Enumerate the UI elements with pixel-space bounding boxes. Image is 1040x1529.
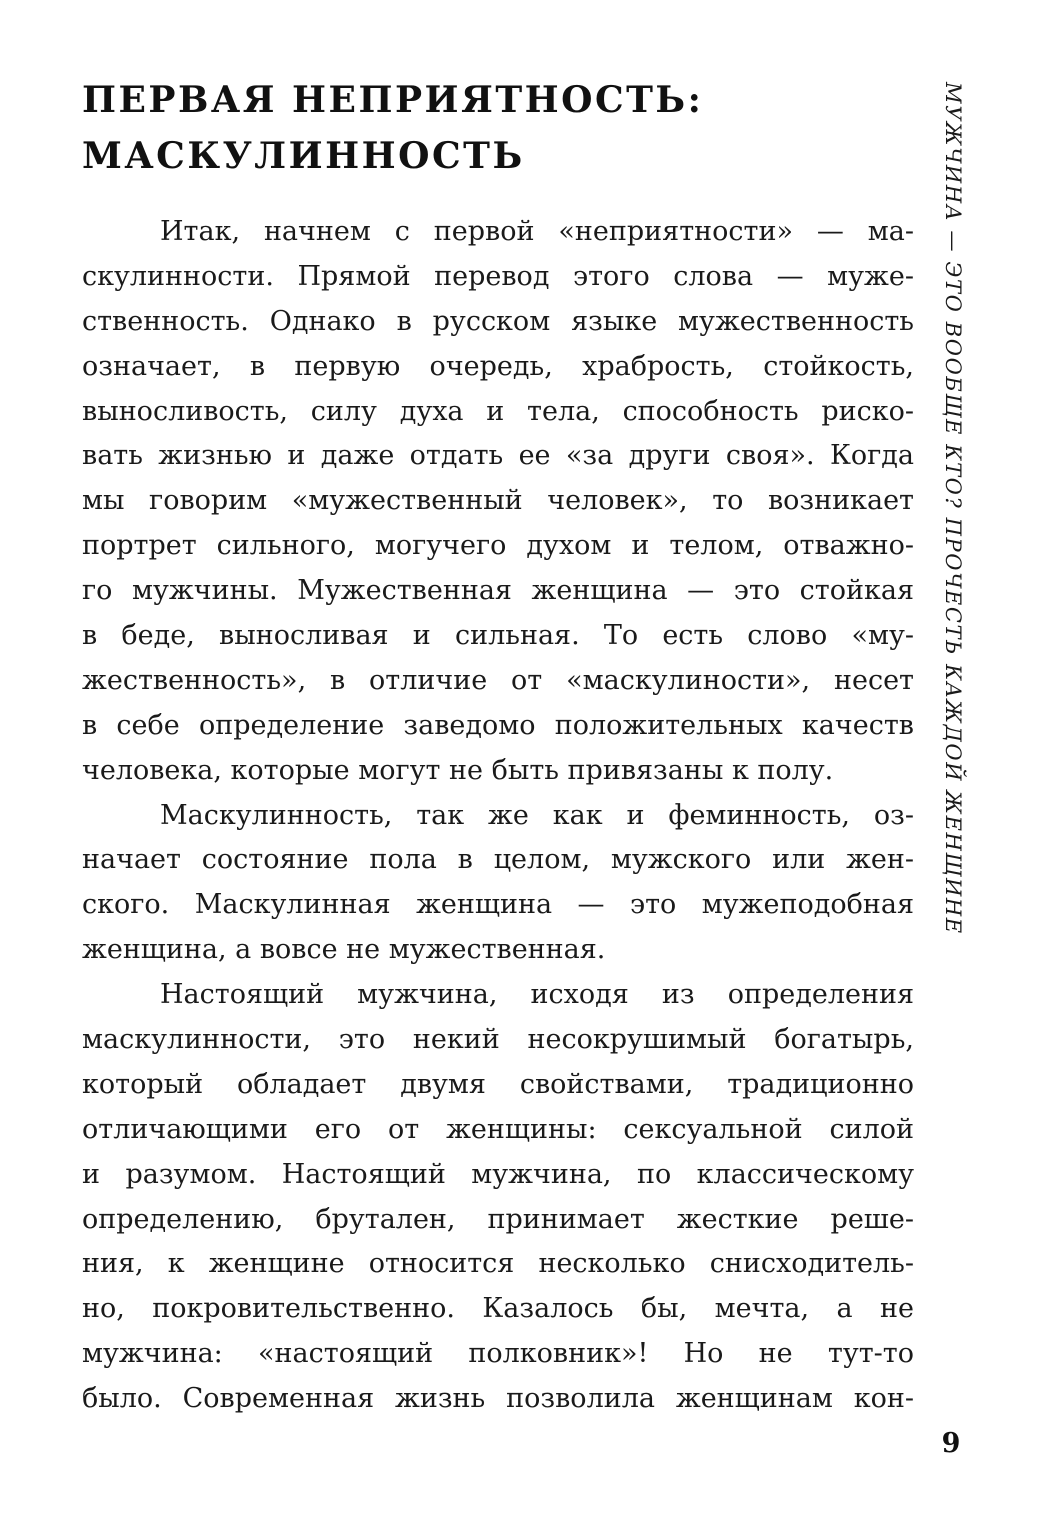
- text-line: в себе определение заведомо положительных качеств: [82, 709, 914, 741]
- page-number: 9: [941, 1428, 961, 1459]
- text-line: начает состояние пола в целом, мужского или жен-: [82, 844, 914, 876]
- text-line: ния, к женщине относится несколько снисходитель-: [82, 1248, 914, 1280]
- text-line: определению, брутален, принимает жесткие реше-: [82, 1203, 914, 1235]
- text-line: мужчина: «настоящий полковник»! Но не тут-то: [82, 1338, 914, 1370]
- text-line: го мужчины. Мужественная женщина — это стойкая: [82, 575, 914, 607]
- text-line: который обладает двумя свойствами, традиционно: [82, 1068, 914, 1100]
- text-line: портрет сильного, могучего духом и телом, отважно-: [82, 530, 914, 562]
- text-line: Итак, начнем с первой «неприятности» — ма-: [160, 216, 914, 247]
- running-head: МУЖЧИНА — ЭТО ВООБЩЕ КТО? ПРОЧЕСТЬ КАЖДОЙ ЖЕНЩИНЕ: [941, 82, 965, 935]
- text-line: отличающими его от женщины: сексуальной силой: [82, 1113, 914, 1145]
- text-line: было. Современная жизнь позволила женщинам кон-: [82, 1383, 914, 1415]
- text-line: выносливость, силу духа и тела, способность риско-: [82, 395, 914, 427]
- text-line: ского. Маскулинная женщина — это мужеподобная: [82, 889, 914, 921]
- text-line: вать жизнью и даже отдать ее «за други своя». Когда: [82, 440, 914, 472]
- text-line: но, покровительственно. Казалось бы, мечта, а не: [82, 1293, 914, 1325]
- text-line: означает, в первую очередь, храбрость, стойкость,: [82, 350, 914, 382]
- text-line: женщина, а вовсе не мужественная.: [82, 934, 606, 966]
- text-line: маскулинности, это некий несокрушимый богатырь,: [82, 1024, 914, 1056]
- text-line: Настоящий мужчина, исходя из определения: [160, 979, 914, 1011]
- text-line: человека, которые могут не быть привязаны к полу.: [82, 754, 834, 786]
- chapter-heading: [82, 72, 912, 184]
- text-line: Маскулинность, так же как и феминность, оз-: [160, 799, 914, 831]
- text-line: в беде, выносливая и сильная. То есть слово «му-: [82, 620, 914, 652]
- text-line: и разумом. Настоящий мужчина, по классическому: [82, 1158, 914, 1190]
- body-text: [82, 210, 914, 1422]
- text-line: скулинности. Прямой перевод этого слова — муже-: [82, 260, 914, 292]
- heading-line-1: ПЕРВАЯ НЕПРИЯТНОСТЬ:: [82, 79, 704, 121]
- text-line: жественность», в отличие от «маскулиности», несет: [82, 664, 914, 696]
- text-line: мы говорим «мужественный человек», то возникает: [82, 485, 914, 517]
- text-line: ственность. Однако в русском языке мужественность: [82, 305, 914, 337]
- heading-line-2: МАСКУЛИННОСТЬ: [82, 135, 525, 177]
